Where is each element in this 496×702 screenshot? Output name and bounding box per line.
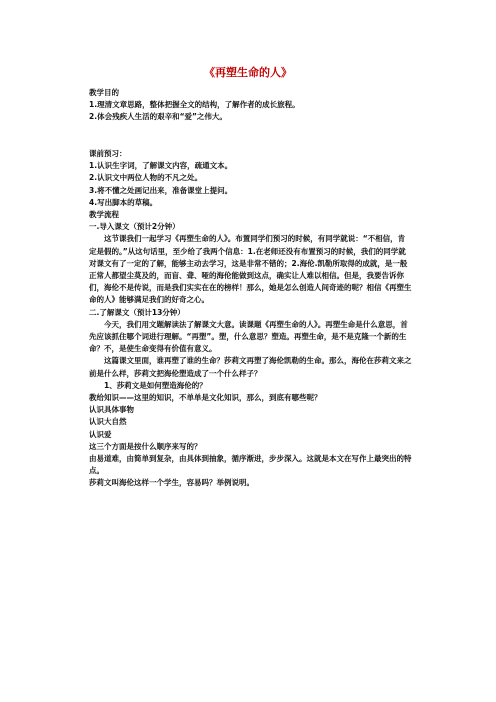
preview-heading: 课前预习：	[89, 148, 127, 158]
part1-paragraph: 这节课我们一起学习《再塑生命的人》。布置同学们预习的时候，有同学就说：“不相信，肯定是假的。”从这句话里，至少给了我两个信息：1.在老师还没有布置预习的时候，我们的同学就对课文有了一定的了解，能够主动去学习，这是非常不错的；2.海伦.凯勒所取得的成就，是一般正常人都望尘莫及的，而盲、聋、哑的海伦能做到这点，确实让人难以相信。但是，我要告诉你们，海伦不是传说，而是我们实实在在的榜样！那么，她是怎么创造人间奇迹的呢？相信《再塑生命的人》能够满足我们的好奇之心。	[89, 234, 412, 305]
list-item: 认识大自然	[89, 417, 127, 427]
document-body	[89, 87, 412, 490]
process-heading: 教学流程	[89, 210, 119, 219]
part2-paragraph-1: 今天，我们用文题解读法了解课文大意。读课题《再塑生命的人》。再塑生命是什么意思，首先应该抓住哪个词进行理解。“再塑”。塑，什么意思？塑造。再塑生命，是不是克隆一个新的生命？不，是使生命变得有价值有意义。	[89, 319, 408, 354]
question-2: 这三个方面是按什么顺序来写的？	[89, 441, 202, 451]
question-3: 莎莉文叫海伦这样一个学生，容易吗？举例说明。	[89, 478, 254, 488]
preview-item: 1.认识生字词，了解课文内容，疏通文本。	[89, 161, 233, 171]
part1-heading: 一.导入课文（预计2分钟）	[89, 222, 180, 232]
goal-item: 2.体会残疾人生活的艰辛和“爱”之伟大。	[89, 112, 227, 122]
question-1: 1、莎莉文是如何塑造海伦的？	[104, 380, 207, 390]
part2-heading: 二.了解课文（预计13分钟）	[89, 307, 185, 317]
preview-item: 3.将不懂之处画记出来，准备课堂上提问。	[89, 185, 233, 195]
preview-item: 4.写出脚本的草稿。	[89, 197, 158, 207]
list-item: 认识具体事物	[89, 405, 134, 415]
goal-item: 1.理清文章思路，整体把握全文的结构，了解作者的成长旅程。	[89, 100, 300, 110]
question-2-answer: 由易道难，由简单到复杂，由具体到抽象，循序渐进，步步深入。这就是本文在写作上最突出的特点。	[89, 454, 412, 476]
goals-heading: 教学目的	[89, 88, 119, 97]
blank-line	[89, 124, 412, 136]
preview-item: 2.认识文中两位人物的不凡之处。	[89, 173, 203, 183]
question-1-answer: 教给知识——这里的知识，不单单是文化知识，那么，到底有哪些呢？	[89, 393, 322, 403]
list-item: 认识爱	[89, 429, 112, 439]
document-title: 《再塑生命的人》	[204, 66, 292, 79]
part2-paragraph-2: 这篇课文里面，谁再塑了谁的生命？莎莉文再塑了海伦凯勒的生命。那么，海伦在莎莉文来之前是什么样，莎莉文把海伦塑造成了一个什么样子？	[89, 356, 412, 378]
blank-line	[89, 136, 412, 148]
